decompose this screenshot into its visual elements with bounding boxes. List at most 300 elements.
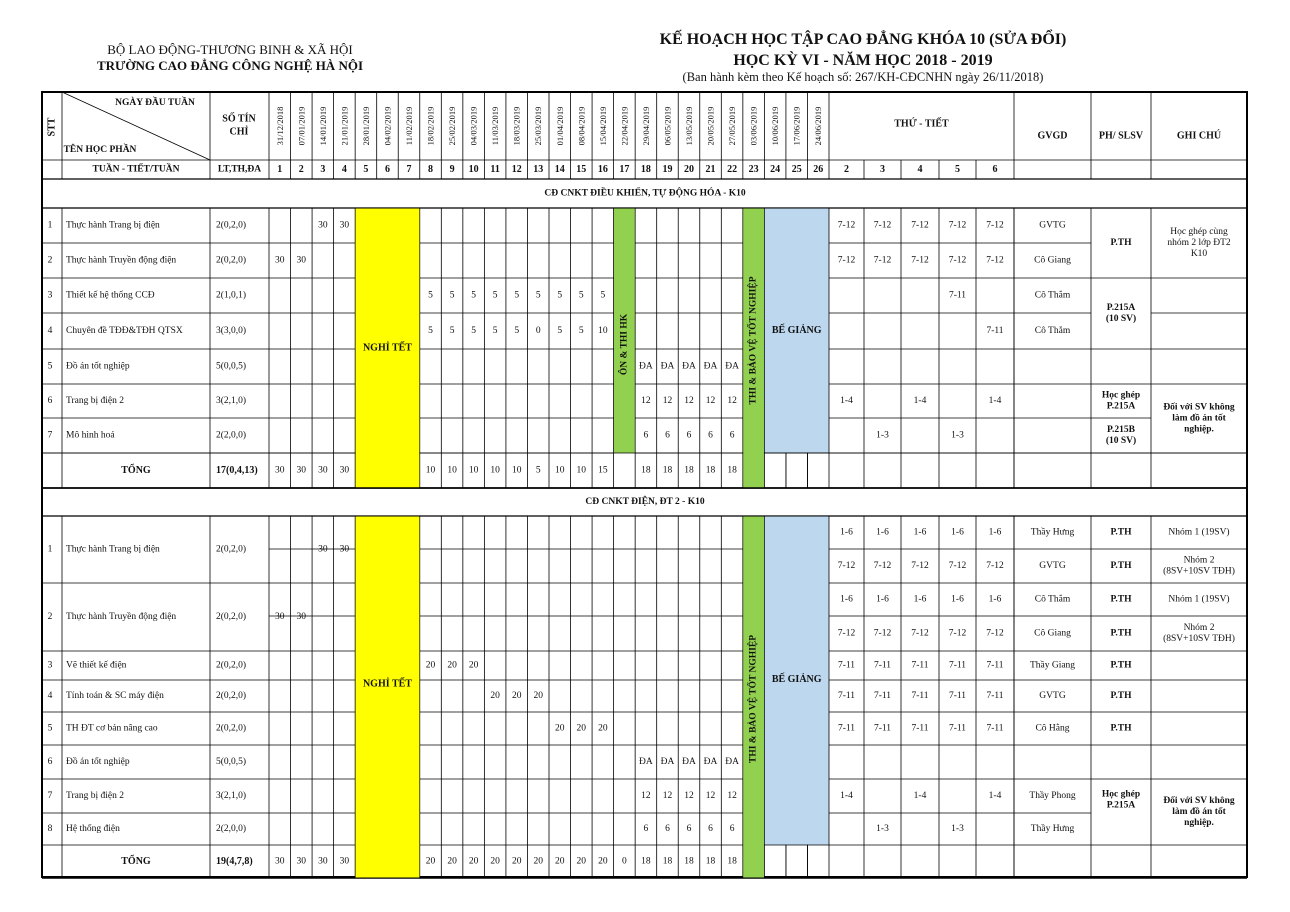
room: Học ghép P.215A: [1101, 789, 1141, 811]
note: Đối với SV không làm đồ án tốt nghiệp.: [1163, 796, 1235, 828]
week-hours: 12: [727, 791, 737, 801]
total-week-hours: 10: [490, 465, 500, 476]
row-number: 7: [47, 791, 53, 801]
course-name: Thực hành Truyền động điện: [66, 255, 177, 266]
day-period: 7-11: [911, 723, 929, 734]
week-date: 06/05/2019: [662, 106, 673, 146]
total-label: TỔNG: [121, 856, 151, 867]
total-week-hours: 18: [705, 465, 716, 476]
room: P.215A (10 SV): [1105, 303, 1137, 324]
week-date: 21/01/2019: [339, 106, 350, 146]
total-week-hours: 20: [555, 856, 565, 867]
lecturer: Cô Thắm: [1034, 290, 1071, 301]
credits: 2(2,0,0): [216, 430, 247, 441]
total-week-hours: 18: [662, 465, 673, 476]
week-number: 16: [597, 164, 608, 175]
total-week-hours: 20: [511, 856, 522, 867]
total-week-hours: 30: [296, 465, 307, 476]
week-hours: 30: [318, 220, 328, 231]
week-hours: 5: [471, 290, 476, 301]
week-hours: 6: [729, 430, 735, 441]
week-hours: 5: [514, 290, 520, 301]
week-number: 24: [770, 164, 781, 175]
day-period: 1-6: [840, 594, 853, 605]
day-period: 7-11: [837, 660, 856, 671]
day-period: 1-4: [913, 791, 927, 801]
day-period: 7-12: [837, 220, 856, 231]
week-number: 3: [320, 164, 326, 175]
row-number: 8: [47, 824, 53, 834]
day-period: 7-12: [986, 628, 1004, 639]
week-hours: 20: [576, 723, 587, 734]
week-hours: 12: [705, 791, 716, 801]
day-period: 7-12: [948, 628, 967, 639]
lecturer: Cô Thắm: [1034, 326, 1071, 336]
course-name: TH ĐT cơ bản nâng cao: [66, 723, 158, 734]
week-hours: 12: [684, 791, 694, 801]
week-date: 10/06/2019: [770, 106, 781, 146]
week-date: 25/03/2019: [533, 106, 544, 146]
day-period: 7-11: [948, 691, 967, 701]
course-name-header: TÊN HỌC PHẦN: [63, 145, 137, 155]
row-number: 2: [47, 255, 53, 266]
total-week-hours: 20: [490, 856, 500, 867]
week-hours: 5: [514, 326, 520, 336]
week-date: 14/01/2019: [317, 106, 328, 146]
week-hours: 12: [641, 396, 651, 406]
weekday-number: 6: [992, 164, 998, 175]
total-week-hours: 20: [468, 856, 479, 867]
week-date: 11/02/2019: [404, 106, 414, 146]
holiday-band: [356, 517, 420, 878]
total-week-hours: 18: [662, 856, 673, 867]
note: Nhóm 2 (8SV+10SV TĐH): [1163, 555, 1235, 577]
week-hours: ĐA: [725, 361, 739, 372]
day-period: 7-11: [911, 691, 929, 701]
total-week-hours: 20: [447, 856, 457, 867]
room: P.TH: [1110, 594, 1132, 605]
note: Nhóm 2 (8SV+10SV TĐH): [1163, 623, 1235, 644]
credits-header: SỐ TÍN: [222, 113, 256, 125]
week-number: 21: [705, 164, 716, 175]
week-date: 27/05/2019: [727, 106, 738, 146]
day-period: 1-3: [951, 824, 964, 834]
total-week-hours: 20: [576, 856, 587, 867]
note: Đối với SV không làm đồ án tốt nghiệp.: [1163, 402, 1235, 435]
graduation-label: THI & BẢO VỆ TỐT NGHIỆP: [748, 634, 759, 764]
day-period: 1-6: [988, 527, 1002, 538]
week-hours: ĐA: [660, 361, 675, 372]
row-number: 5: [47, 723, 53, 734]
total-week-hours: 30: [339, 856, 350, 867]
week-date: 07/01/2019: [296, 106, 307, 146]
week-hours: ĐA: [639, 757, 653, 767]
day-period: 7-11: [873, 691, 892, 701]
row-number: 3: [47, 660, 53, 671]
credits: 2(1,0,1): [216, 290, 247, 301]
closing-label: BẾ GIẢNG: [771, 674, 822, 685]
room: Học ghép P.215A: [1101, 390, 1141, 412]
note-header: GHI CHÚ: [1176, 130, 1222, 142]
week-date: 28/01/2019: [360, 106, 371, 146]
course-name: Thiết kế hệ thống CCĐ: [66, 290, 155, 301]
title-line-3: (Ban hành kèm theo Kế hoạch số: 267/KH-CĐCNHN ngày 26/11/2018): [682, 70, 1044, 84]
note: Nhóm 1 (19SV): [1168, 594, 1230, 605]
total-week-hours: 10: [468, 465, 479, 476]
day-period: 7-12: [873, 255, 892, 266]
week-number: 17: [619, 164, 630, 175]
week-number: 23: [748, 164, 759, 175]
note: Nhóm 1 (19SV): [1168, 527, 1230, 538]
total-credits: 17(0,4,13): [216, 465, 258, 476]
total-week-hours: 18: [641, 465, 651, 476]
room: P.TH: [1110, 561, 1132, 571]
row-number: 2: [47, 612, 53, 622]
week-hours: 6: [686, 430, 692, 441]
day-period: 7-12: [873, 628, 892, 639]
credits: 2(0,2,0): [216, 691, 247, 701]
total-week-hours: 18: [727, 465, 737, 476]
week-hours: 30: [275, 612, 285, 622]
week-number: 12: [511, 164, 522, 175]
week-date: 11/03/2019: [490, 106, 501, 146]
row-number: 7: [47, 430, 53, 441]
week-hours: 6: [665, 824, 670, 834]
room: P.TH: [1110, 660, 1132, 671]
week-hours: 20: [598, 723, 608, 734]
total-week-hours: 10: [555, 465, 565, 476]
day-period: 7-11: [986, 691, 1004, 701]
total-week-hours: 18: [684, 856, 694, 867]
exam-label: ÔN & THI HK: [619, 313, 630, 376]
credits: 3(3,0,0): [216, 326, 247, 336]
week-hours: ĐA: [660, 757, 675, 767]
credits: 3(2,1,0): [216, 396, 247, 406]
stt-header: STT: [46, 117, 58, 137]
room: P.TH: [1110, 527, 1132, 538]
day-period-header: THỨ - TIẾT: [894, 118, 949, 130]
week-number: 5: [363, 164, 369, 175]
week-number: 2: [298, 164, 304, 175]
total-label: TỔNG: [121, 465, 151, 476]
week-hours: 30: [339, 544, 350, 555]
day-period: 7-11: [948, 290, 967, 301]
week-hours: 20: [533, 691, 543, 701]
day-period: 7-12: [837, 255, 856, 266]
week-number: 26: [813, 164, 824, 175]
week-hours: 5: [449, 326, 455, 336]
row-number: 1: [47, 220, 53, 231]
week-hours: 20: [490, 691, 500, 701]
course-name: Chuyên đề TĐĐ&TĐH QTSX: [66, 326, 183, 336]
week-date: 03/06/2019: [748, 106, 759, 146]
lecturer: Thầy Giang: [1029, 660, 1076, 671]
week-hours: ĐA: [703, 757, 718, 767]
credits-header: CHỈ: [229, 126, 249, 138]
week-hours: 5: [600, 290, 606, 301]
lecturer: Cô Thắm: [1034, 594, 1071, 605]
row-number: 3: [47, 290, 53, 301]
course-name: Trang bị điện 2: [66, 396, 124, 406]
total-week-hours: 30: [318, 465, 328, 476]
day-period: 1-6: [951, 527, 964, 538]
total-week-hours: 5: [535, 465, 541, 476]
lecturer: Thầy Hưng: [1030, 527, 1075, 538]
room-header: PH/ SLSV: [1098, 130, 1144, 142]
lecturer: Cô Giang: [1034, 628, 1071, 639]
week-number: 15: [576, 164, 587, 175]
total-week-hours: 20: [425, 856, 436, 867]
day-period: 1-6: [913, 594, 927, 605]
day-period: 7-12: [873, 561, 892, 571]
day-period: 1-6: [988, 594, 1002, 605]
day-period: 7-12: [948, 255, 967, 266]
week-hours: 6: [643, 824, 649, 834]
lecturer-header: GVGD: [1037, 130, 1068, 142]
credits: 2(0,2,0): [216, 660, 247, 671]
week-hours: 12: [684, 396, 694, 406]
day-period: 1-3: [876, 430, 889, 441]
course-name: Đồ án tốt nghiệp: [66, 757, 130, 767]
day-period: 1-4: [913, 396, 927, 406]
day-period: 1-3: [951, 430, 964, 441]
week-date: 15/04/2019: [597, 106, 608, 146]
course-name: Vẽ thiết kế điện: [66, 660, 127, 671]
lecturer: GVTG: [1039, 220, 1066, 231]
day-period: 7-11: [873, 660, 892, 671]
total-week-hours: 30: [339, 465, 350, 476]
holiday-label: NGHỈ TẾT: [362, 678, 412, 690]
day-period: 7-12: [911, 220, 929, 231]
week-number: 4: [341, 164, 347, 175]
credits: 3(2,1,0): [216, 791, 247, 801]
course-name: Mô hình hoá: [66, 430, 115, 441]
total-credits: 19(4,7,8): [216, 856, 253, 867]
week-date: 25/02/2019: [447, 106, 458, 146]
week-hours: 5: [492, 326, 498, 336]
week-number: 6: [384, 164, 390, 175]
week-hours: 6: [686, 824, 692, 834]
school-name: TRƯỜNG CAO ĐẲNG CÔNG NGHỆ HÀ NỘI: [96, 58, 364, 73]
title-line-2: HỌC KỲ VI - NĂM HỌC 2018 - 2019: [733, 52, 993, 69]
day-period: 7-12: [911, 561, 929, 571]
week-hours: 6: [643, 430, 649, 441]
week-hours: 5: [557, 290, 563, 301]
day-period: 7-12: [911, 255, 929, 266]
course-name: Thực hành Trang bị điện: [66, 220, 160, 231]
room: P.TH: [1110, 238, 1132, 248]
day-period: 7-12: [911, 628, 929, 639]
credits: 2(0,2,0): [216, 612, 247, 622]
weekday-number: 3: [880, 164, 885, 175]
week-number: 22: [727, 164, 738, 175]
week-hours: 5: [578, 326, 584, 336]
week-hours: 5: [428, 326, 433, 336]
week-date: 08/04/2019: [576, 106, 587, 146]
lecturer: Thầy Hưng: [1030, 824, 1075, 834]
credit-breakdown-header: LT,TH,ĐA: [217, 164, 262, 175]
week-number: 9: [449, 164, 455, 175]
lecturer: Cô Giang: [1034, 255, 1071, 266]
credits: 2(0,2,0): [216, 255, 247, 266]
week-hours: ĐA: [703, 361, 718, 372]
day-period: 7-12: [837, 561, 856, 571]
row-number: 4: [47, 691, 53, 701]
day-period: 1-4: [840, 791, 853, 801]
day-period: 7-11: [837, 691, 856, 701]
credits: 2(0,2,0): [216, 723, 247, 734]
credits: 2(0,2,0): [216, 220, 247, 231]
week-number: 7: [406, 164, 412, 175]
day-period: 7-11: [986, 326, 1004, 336]
week-hours: 20: [555, 723, 565, 734]
course-name: Thực hành Trang bị điện: [66, 544, 160, 555]
row-number: 5: [47, 361, 53, 372]
total-week-hours: 10: [425, 465, 436, 476]
day-period: 7-12: [837, 628, 856, 639]
row-number: 4: [47, 326, 53, 336]
week-hours: 6: [708, 430, 713, 441]
day-period: 7-12: [986, 220, 1004, 231]
day-period: 7-11: [948, 723, 967, 734]
week-hours: 10: [598, 326, 608, 336]
day-period: 1-4: [988, 396, 1002, 406]
title-line-1: KẾ HOẠCH HỌC TẬP CAO ĐẲNG KHÓA 10 (SỬA ĐỔI): [659, 31, 1067, 48]
week-number: 1: [277, 164, 283, 175]
week-hours: 20: [425, 660, 436, 671]
total-week-hours: 18: [727, 856, 737, 867]
room: P.TH: [1110, 628, 1132, 639]
day-period: 7-12: [986, 255, 1004, 266]
room: P.215B (10 SV): [1105, 425, 1137, 446]
week-number: 10: [468, 164, 479, 175]
week-date: 17/06/2019: [791, 106, 802, 146]
week-hours: 12: [662, 791, 673, 801]
total-week-hours: 30: [275, 856, 285, 867]
week-hours: 5: [449, 290, 455, 301]
week-date: 18/02/2019: [425, 106, 436, 146]
week-number: 18: [640, 164, 651, 175]
week-start-header: NGÀY ĐẦU TUẦN: [115, 98, 195, 108]
course-name: Thực hành Truyền động điện: [66, 612, 177, 622]
course-name: Tính toán & SC máy điện: [66, 691, 164, 701]
credits: 2(0,2,0): [216, 544, 247, 555]
total-week-hours: 20: [533, 856, 543, 867]
ministry-name: BỘ LAO ĐỘNG-THƯƠNG BINH & XÃ HỘI: [107, 42, 353, 57]
day-period: 7-12: [948, 220, 967, 231]
total-week-hours: 15: [598, 465, 608, 476]
room: P.TH: [1110, 691, 1132, 701]
week-hours: 20: [447, 660, 457, 671]
week-hours: 5: [578, 290, 584, 301]
day-period: 7-11: [911, 660, 929, 671]
closing-label: BẾ GIẢNG: [771, 325, 822, 336]
week-hours: 6: [708, 824, 713, 834]
total-week-hours: 18: [705, 856, 716, 867]
holiday-label: NGHỈ TẾT: [362, 342, 412, 354]
week-hours: 12: [662, 396, 673, 406]
week-hours: 6: [729, 824, 735, 834]
week-hours: ĐA: [639, 361, 653, 372]
week-number: 20: [684, 164, 694, 175]
week-date: 04/03/2019: [468, 106, 479, 146]
week-date: 13/05/2019: [684, 106, 694, 146]
week-hours: 5: [428, 290, 433, 301]
day-period: 7-11: [986, 723, 1004, 734]
week-hours: 5: [492, 290, 498, 301]
day-period: 1-3: [876, 824, 889, 834]
day-period: 7-11: [948, 660, 967, 671]
total-week-hours: 0: [622, 856, 627, 867]
course-name: Trang bị điện 2: [66, 791, 124, 801]
lecturer: Thầy Phong: [1029, 791, 1076, 801]
section-title: CĐ CNKT ĐIỆN, ĐT 2 - K10: [585, 497, 705, 507]
row-number: 1: [47, 544, 53, 555]
total-week-hours: 20: [598, 856, 608, 867]
week-hours: 12: [705, 396, 716, 406]
total-week-hours: 30: [296, 856, 307, 867]
week-number: 11: [490, 164, 500, 175]
week-hours: 0: [535, 326, 541, 336]
course-name: Đồ án tốt nghiệp: [66, 361, 130, 372]
note: Học ghép cùng nhóm 2 lớp ĐT2 K10: [1167, 227, 1231, 259]
day-period: 7-11: [837, 723, 856, 734]
week-hours: 30: [275, 255, 285, 266]
week-number: 25: [791, 164, 802, 175]
row-number: 6: [47, 396, 53, 406]
week-hours: 20: [511, 691, 522, 701]
week-date: 18/03/2019: [511, 106, 522, 146]
week-hours: 12: [641, 791, 651, 801]
credits: 5(0,0,5): [216, 361, 247, 372]
week-number: 8: [428, 164, 434, 175]
week-hours-header: TUẦN - TIẾT/TUẦN: [92, 164, 180, 175]
day-period: 1-6: [876, 527, 889, 538]
week-hours: 5: [535, 290, 541, 301]
week-hours: 30: [339, 220, 350, 231]
course-name: Hệ thống điện: [66, 824, 120, 834]
week-date: 01/04/2019: [554, 106, 565, 146]
week-hours: 5: [557, 326, 563, 336]
week-hours: 6: [665, 430, 670, 441]
total-week-hours: 10: [447, 465, 457, 476]
day-period: 1-6: [913, 527, 927, 538]
total-week-hours: 10: [511, 465, 522, 476]
day-period: 7-12: [948, 561, 967, 571]
total-week-hours: 30: [318, 856, 328, 867]
total-week-hours: 18: [684, 465, 694, 476]
week-hours: 20: [468, 660, 479, 671]
week-date: 29/04/2019: [640, 106, 651, 146]
row-number: 6: [47, 757, 53, 767]
day-period: 1-6: [951, 594, 964, 605]
total-week-hours: 18: [641, 856, 651, 867]
credits: 5(0,0,5): [216, 757, 247, 767]
day-period: 7-12: [986, 561, 1004, 571]
lecturer: GVTG: [1039, 561, 1066, 571]
week-hours: 30: [296, 255, 307, 266]
week-hours: ĐA: [725, 757, 739, 767]
week-date: 04/02/2019: [382, 106, 393, 146]
graduation-label: THI & BẢO VỆ TỐT NGHIỆP: [748, 276, 759, 405]
week-hours: ĐA: [682, 757, 696, 767]
week-hours: 5: [471, 326, 476, 336]
week-date: 31/12/2018: [274, 106, 285, 146]
week-date: 22/04/2019: [619, 106, 630, 146]
day-period: 7-11: [873, 723, 892, 734]
week-hours: 30: [318, 544, 328, 555]
credits: 2(2,0,0): [216, 824, 247, 834]
